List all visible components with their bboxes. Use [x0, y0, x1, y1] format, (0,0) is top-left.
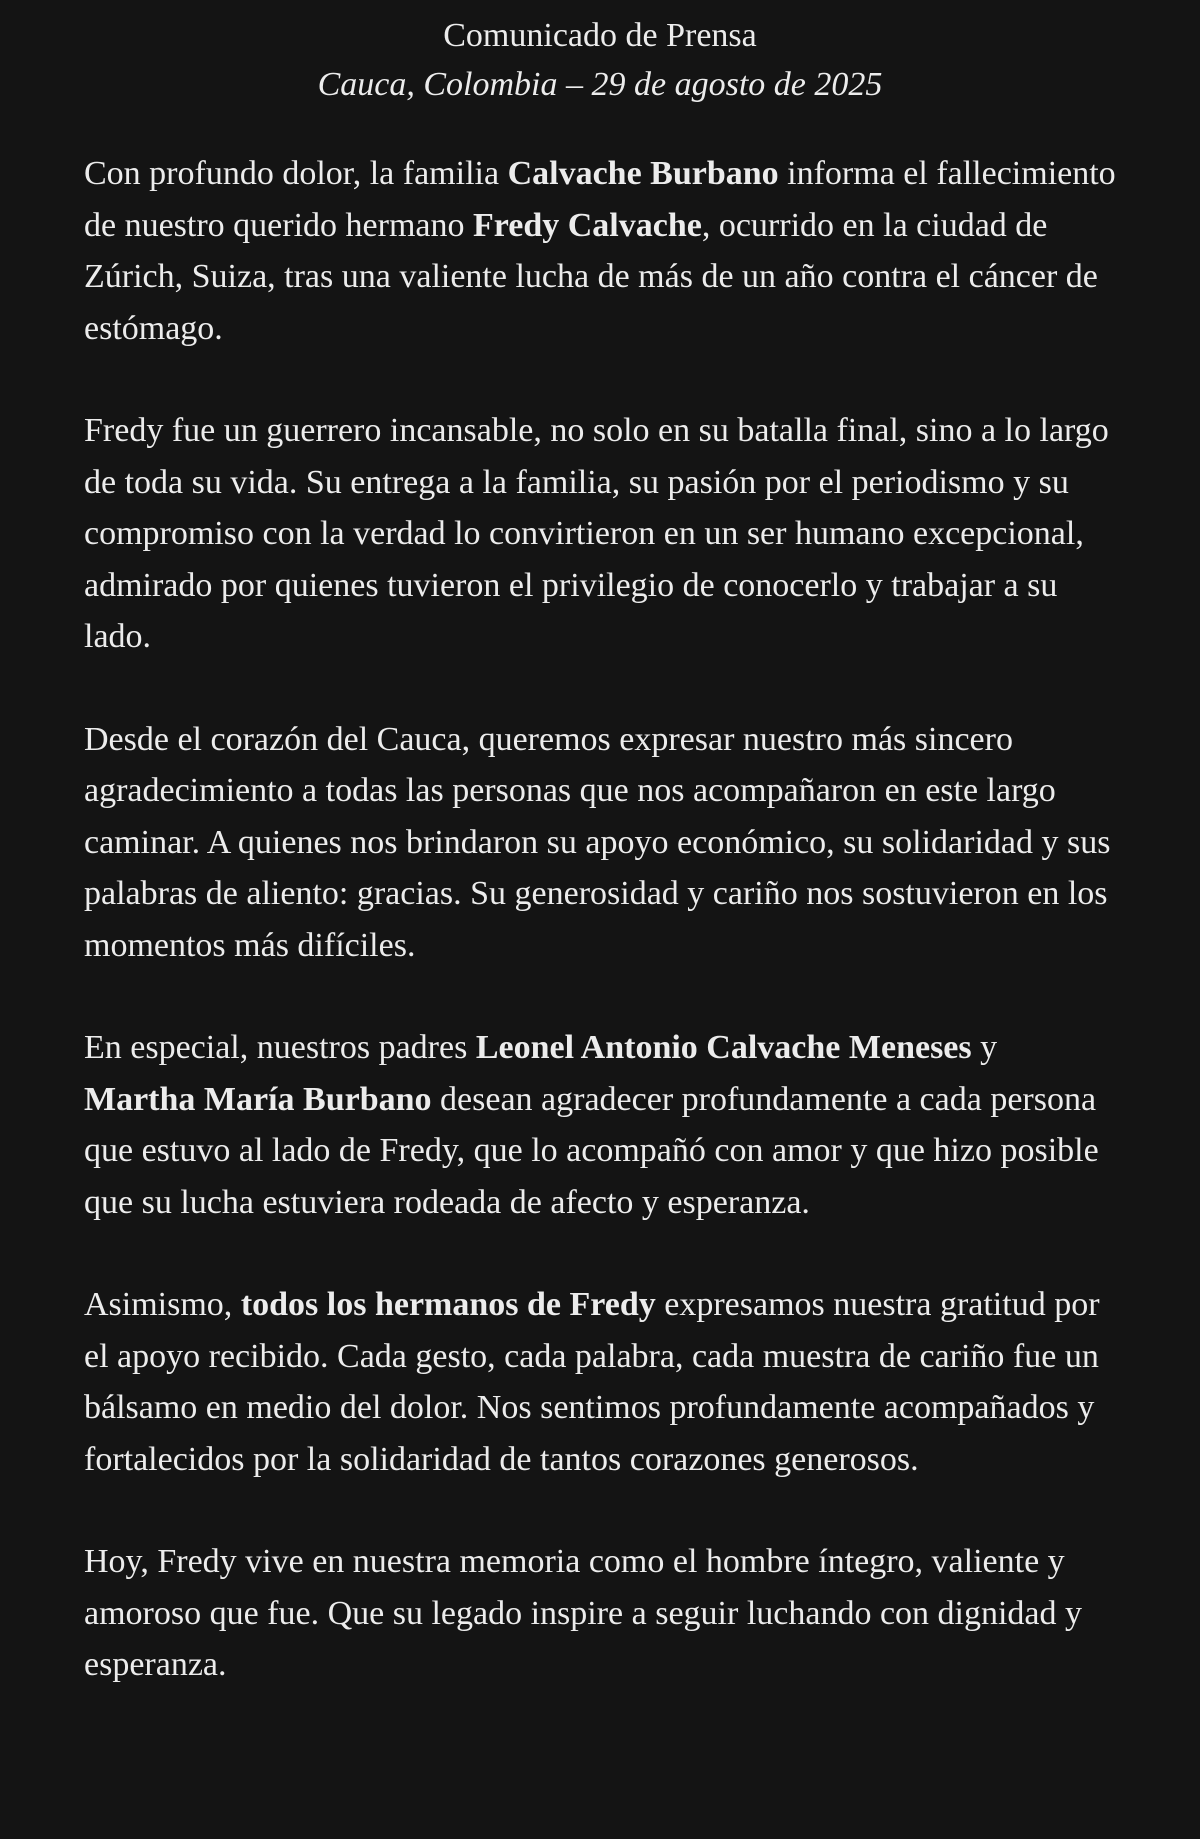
paragraph-text: desean agradecer profundamente a cada persona que estuvo al lado de Fredy, que lo acompañó con amor y que hizo posible que su lucha estuviera rodeada de afecto y esperanza.	[84, 1080, 1099, 1221]
paragraph-announcement	[84, 148, 1116, 354]
paragraph-text: informa el fallecimiento de nuestro querido hermano	[84, 155, 1116, 244]
paragraph-text: , ocurrido en la ciudad de Zúrich, Suiza, tras una valiente lucha de más de un año contra el cáncer de estómago.	[84, 206, 1098, 347]
paragraph-text: y	[971, 1029, 998, 1066]
father-name: Leonel Antonio Calvache Meneses	[475, 1029, 972, 1066]
paragraph-tribute	[84, 405, 1116, 663]
paragraph-text: En especial, nuestros padres	[84, 1029, 476, 1066]
family-name: Calvache Burbano	[507, 155, 779, 192]
paragraph-parents	[84, 1022, 1116, 1228]
paragraph-text: expresamos nuestra gratitud por el apoyo recibido. Cada gesto, cada palabra, cada muestra de cariño fue un bálsamo en medio del dolor. Nos sentimos profundamente acompañados y fortalecidos por la solidaridad de tantos corazones generosos.	[84, 1286, 1100, 1478]
paragraph-text: Fredy fue un guerrero incansable, no solo en su batalla final, sino a lo largo de toda su vida. Su entrega a la familia, su pasión por el periodismo y su compromiso con la verdad lo convirtieron en un ser humano excepcional, admirado por quienes tuvieron el privilegio de conocerlo y trabajar a su lado.	[84, 412, 1109, 655]
dateline: Cauca, Colombia – 29 de agosto de 2025	[317, 66, 883, 103]
mother-name: Martha María Burbano	[84, 1080, 432, 1118]
press-release-header	[84, 12, 1116, 110]
press-release-body	[84, 148, 1116, 1691]
paragraph-text: Hoy, Fredy vive en nuestra memoria como el hombre íntegro, valiente y amoroso que fue. Que su legado inspire a seguir luchando con dignidad y esperanza.	[84, 1543, 1083, 1683]
paragraph-text: Con profundo dolor, la familia	[84, 155, 508, 192]
paragraph-siblings	[84, 1279, 1116, 1485]
paragraph-text: Desde el corazón del Cauca, queremos expresar nuestro más sincero agradecimiento a todas las personas que nos acompañaron en este largo caminar. A quienes nos brindaron su apoyo económico, su solidaridad y sus palabras de aliento: gracias. Su generosidad y cariño nos sostuvieron en los momentos más difíciles.	[84, 720, 1111, 964]
deceased-name: Fredy Calvache	[473, 206, 702, 244]
siblings-phrase: todos los hermanos de Fredy	[240, 1286, 656, 1323]
paragraph-gratitude	[84, 714, 1116, 972]
paragraph-text: Asimismo,	[84, 1286, 241, 1323]
document-title: Comunicado de Prensa	[443, 17, 757, 54]
paragraph-closing	[84, 1536, 1116, 1691]
